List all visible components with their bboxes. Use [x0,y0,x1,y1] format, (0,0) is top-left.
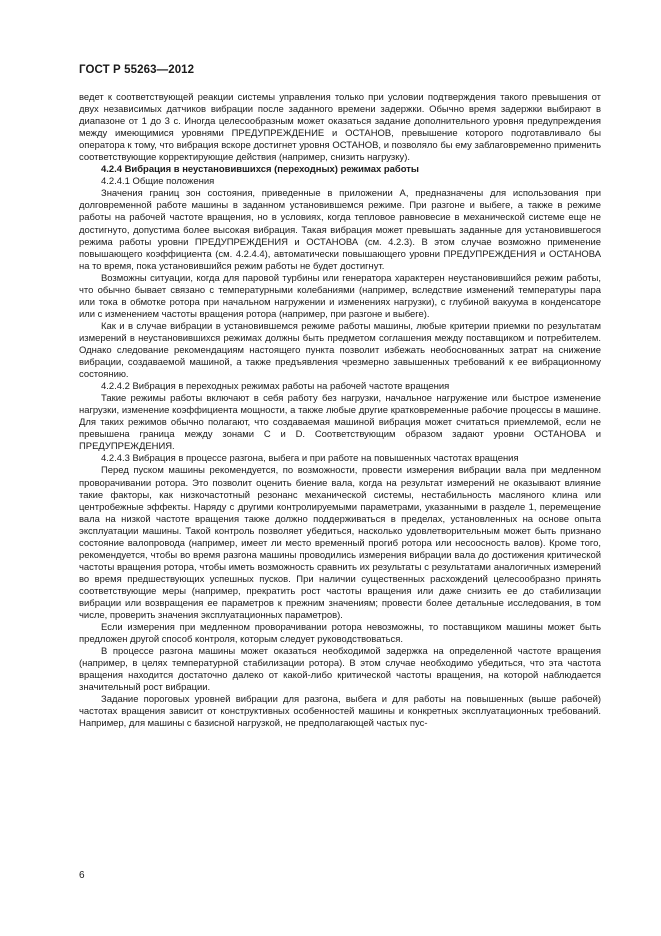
paragraph: Как и в случае вибрации в установившемся режиме работы машины, любые критерии приемки по результатам измерений в неустановившихся режимах должны быть предметом соглашения между поставщиком и потребителем. Однако следование рекомендациям настоящего пункта позволит избежать необоснованных затрат на снижение вибрации, создаваемой машиной, а также предъявления чрезмерно завышенных требований к ее вибрационному состоянию. [79,320,601,381]
body-text [79,92,601,730]
paragraph: Значения границ зон состояния, приведенные в приложении А, предназначены для использования при долговременной работе машины в заданном установившемся режиме. При разгоне и выбеге, а также в режиме работы на рабочей частоте вращения, но в условиях, когда тепловое равновесие в механической системе еще не достигнуто, допустима более высокая вибрация. Такая вибрация может превышать заданные для установившегося режима работы уровни ПРЕДУПРЕЖДЕНИЯ и ОСТАНОВА (см. 4.2.3). В этом случае возможно применение повышающего коэффициента (см. 4.2.4.4), автоматически повышающего уровни ПРЕДУПРЕЖДЕНИЯ и ОСТАНОВА на то время, пока установившийся режим работы не будет достигнут. [79,188,601,272]
paragraph: Такие режимы работы включают в себя работу без нагрузки, начальное нагружение или быстрое изменение нагрузки, изменение коэффициента мощности, а также любые другие кратковременные рабочие процессы в машине. Для таких режимов обычно полагают, что создаваемая машиной вибрация может считаться приемлемой, если не превышена граница между зонами С и D. Соответствующим образом задают уровни ОСТАНОВА и ПРЕДУПРЕЖДЕНИЯ. [79,393,601,453]
subsection-heading: 4.2.4.2 Вибрация в переходных режимах работы на рабочей частоте вращения [101,381,450,393]
paragraph: Перед пуском машины рекомендуется, по возможности, провести измерения вибрации вала при медленном проворачивании ротора. Это позволит оценить биение вала, когда на результат измерений не оказывают влияние такие факторы, как низкочастотный резонанс механической системы, нестабильность масляного клина или центробежные эффекты. Наряду с другими контролируемыми параметрами, указанными в разделе 1, перемещение вала на низкой частоте вращения также должно поддерживаться в пределах, установленных на основе опыта эксплуатации машины. Такой контроль позволяет убедиться, насколько удовлетворительным может быть признано состояние валопровода (например, имеет ли место временный прогиб ротора или несоосность валов). Кроме того, рекомендуется, чтобы во время разгона машины проводились измерения вибрации вала до достижения критической частоты вращения ротора, чтобы иметь возможность сравнить их результаты с результатами аналогичных измерений во время предшествующих успешных пусков. При наличии существенных расхождений целесообразно принять соответствующие меры (например, прекратить рост частоты вращения или даже снизить ее до стабилизации вибрации или возвращения ее параметров к прежним значениям; провести более детальные исследования, в том числе, проверить значения эксплуатационных параметров). [79,465,601,622]
page-number: 6 [79,870,85,881]
paragraph: Возможны ситуации, когда для паровой турбины или генератора характерен неустановившийся режим работы, что обычно бывает связано с температурными колебаниями (например, вследствие изменений температуры пара или тока в обмотке ротора при начальном нагружении и изменениях нагрузки), с глубиной вакуума в конденсаторе или с изменением частоты вращения ротора (например, при разгоне и выбеге). [79,272,601,320]
paragraph: Если измерения при медленном проворачивании ротора невозможны, то поставщиком машины может быть предложен другой способ контроля, которым следует руководствоваться. [79,622,601,646]
section-heading: 4.2.4 Вибрация в неустановившихся (переходных) режимах работы [101,164,419,176]
subsection-heading: 4.2.4.1 Общие положения [101,176,215,188]
subsection-heading: 4.2.4.3 Вибрация в процессе разгона, выбега и при работе на повышенных частотах вращения [101,453,519,465]
paragraph: ведет к соответствующей реакции системы управления только при условии подтверждения такого превышения от двух независимых датчиков вибрации после заданного времени задержки. Обычно время задержки выбирают в диапазоне от 1 до 3 с. Иногда целесообразным может оказаться задание дополнительного уровня предупреждения между имеющимися уровнями ПРЕДУПРЕЖДЕНИЕ и ОСТАНОВ, превышение которого подготавливало бы оператора к тому, что вибрация вскоре достигнет уровня ОСТАНОВ, и позволяло бы ему заблаговременно применить соответствующие корректирующие действия (например, снизить нагрузку). [79,92,601,164]
paragraph: В процессе разгона машины может оказаться необходимой задержка на определенной частоте вращения (например, в целях температурной стабилизации ротора). В этом случае необходимо убедиться, что эта частота вращения находится достаточно далеко от какой-либо критической частоты вращения, на которой наблюдается значительный рост вибрации. [79,646,601,694]
page-header-title: ГОСТ Р 55263—2012 [79,64,195,76]
paragraph: Задание пороговых уровней вибрации для разгона, выбега и для работы на повышенных (выше рабочей) частотах вращения зависит от конструктивных особенностей машины и конкретных эксплуатационных требований. Например, для машины с базисной нагрузкой, не предполагающей частых пус- [79,694,601,730]
